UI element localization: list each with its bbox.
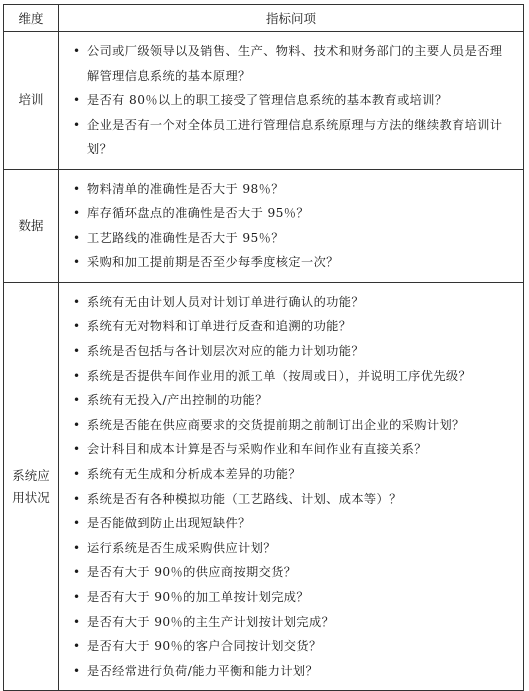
bullet-icon: •: [73, 491, 81, 506]
list-item: [73, 290, 513, 315]
dimension-cell: 培训: [4, 32, 59, 170]
list-item-text: 系统是否包括与各计划层次对应的能力计划功能？: [87, 344, 364, 359]
list-item: [73, 610, 513, 635]
bullet-icon: •: [73, 344, 81, 359]
bullet-icon: •: [73, 467, 81, 482]
list-item-text: 是否有大于 90％的加工单按计划完成？: [87, 590, 309, 604]
table-row-training: [4, 32, 524, 170]
indicator-cell: [59, 282, 524, 691]
indicator-list: [59, 283, 523, 691]
list-item: [73, 511, 513, 536]
list-item: [73, 250, 513, 275]
bullet-icon: •: [73, 417, 81, 432]
list-item-text: 公司或厂级领导以及销售、生产、物料、技术和财务部门的主要人员是否理解管理信息系统的基本原理？: [87, 44, 503, 83]
bullet-icon: •: [73, 181, 81, 196]
list-item-text: 系统是否能在供应商要求的交货提前期之前制订出企业的采购计划？: [87, 417, 465, 432]
bullet-icon: •: [73, 590, 81, 604]
bullet-icon: •: [73, 540, 81, 555]
list-item-text: 是否经常进行负荷/能力平衡和能力计划？: [87, 663, 319, 678]
list-item: [73, 413, 513, 438]
list-item-text: 库存循环盘点的准确性是否大于 95％？: [87, 206, 309, 221]
list-item: [73, 201, 513, 226]
indicator-cell: [59, 32, 524, 170]
table-row-system-application: [4, 282, 524, 691]
dimension-cell: 数据: [4, 169, 59, 282]
list-item: [73, 585, 513, 610]
list-item: [73, 314, 513, 339]
dimension-cell: 系统应用状况: [4, 282, 59, 691]
list-item: [73, 388, 513, 413]
list-item-text: 是否有大于 90％的主生产计划按计划完成？: [87, 614, 335, 629]
header-dimension: 维度: [4, 5, 59, 32]
list-item-text: 是否有大于 90％的供应商按期交货？: [87, 565, 297, 580]
bullet-icon: •: [73, 294, 81, 309]
indicator-list: [59, 32, 523, 169]
bullet-icon: •: [73, 319, 81, 334]
list-item: [73, 634, 513, 659]
list-item: [73, 437, 513, 462]
list-item-text: 系统有无对物料和订单进行反查和追溯的功能？: [87, 319, 352, 334]
bullet-icon: •: [73, 442, 81, 457]
list-item-text: 是否能做到防止出现短缺件？: [87, 516, 251, 531]
list-item: [73, 113, 513, 162]
bullet-icon: •: [73, 614, 81, 629]
list-item: [73, 177, 513, 202]
bullet-icon: •: [73, 663, 81, 678]
list-item-text: 系统有无由计划人员对计划订单进行确认的功能？: [87, 294, 364, 309]
list-item: [73, 487, 513, 512]
list-item-text: 是否有 80％以上的职工接受了管理信息系统的基本教育或培训？: [87, 93, 448, 107]
bullet-icon: •: [73, 117, 81, 132]
bullet-icon: •: [73, 393, 81, 408]
list-item: [73, 560, 513, 585]
table-row-data: [4, 169, 524, 282]
list-item-text: 是否有大于 90％的客户合同按计划交货？: [87, 639, 322, 654]
list-item-text: 系统是否提供车间作业用的派工单（按周或日），并说明工序优先级？: [87, 368, 472, 383]
list-item-text: 运行系统是否生成采购供应计划？: [87, 540, 276, 555]
list-item-text: 会计科目和成本计算是否与采购作业和车间作业有直接关系？: [87, 442, 427, 457]
list-item: [73, 462, 513, 487]
list-item-text: 系统是否有各种模拟功能（工艺路线、计划、成本等）？: [87, 491, 402, 506]
bullet-icon: •: [73, 230, 81, 245]
bullet-icon: •: [73, 206, 81, 221]
list-item: [73, 659, 513, 684]
list-item-text: 系统有无投入/产出控制的功能？: [87, 393, 268, 408]
list-item: [73, 536, 513, 561]
indicator-list: [59, 170, 523, 282]
bullet-icon: •: [73, 93, 81, 107]
indicator-cell: [59, 169, 524, 282]
list-item-text: 系统有无生成和分析成本差异的功能？: [87, 467, 301, 482]
bullet-icon: •: [73, 255, 81, 270]
list-item-text: 工艺路线的准确性是否大于 95％？: [87, 230, 284, 245]
list-item: [73, 226, 513, 251]
list-item: [73, 339, 513, 364]
list-item: [73, 39, 513, 88]
bullet-icon: •: [73, 44, 81, 58]
header-indicator: 指标问项: [59, 5, 524, 32]
bullet-icon: •: [73, 368, 81, 383]
list-item: [73, 88, 513, 113]
list-item-text: 采购和加工提前期是否至少每季度核定一次？: [87, 255, 339, 270]
list-item: [73, 364, 513, 389]
indicator-table: [3, 4, 524, 691]
bullet-icon: •: [73, 639, 81, 654]
table-header-row: [4, 5, 524, 32]
bullet-icon: •: [73, 516, 81, 531]
list-item-text: 企业是否有一个对全体员工进行管理信息系统原理与方法的继续教育培训计划？: [87, 117, 503, 156]
bullet-icon: •: [73, 565, 81, 580]
list-item-text: 物料清单的准确性是否大于 98％？: [87, 181, 284, 196]
